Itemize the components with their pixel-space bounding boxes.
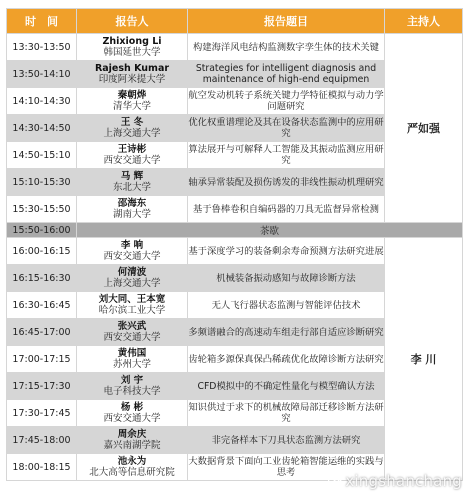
topic-cell: 轴承异常装配及损伤诱发的非线性振动机理研究	[188, 169, 385, 196]
speaker-cell	[77, 196, 188, 223]
topic-cell: 非完备样本下刀具状态监测方法研究	[188, 427, 385, 454]
time-cell: 17:00-17:15	[7, 346, 77, 373]
host-cell: 严如强	[385, 34, 463, 223]
speaker-affiliation: 东北大学	[112, 182, 151, 193]
schedule-table	[6, 8, 463, 481]
speaker-name: 何清波	[117, 267, 147, 278]
break-row	[7, 223, 463, 238]
speaker-name: 刘 宇	[120, 375, 144, 386]
speaker-cell	[77, 88, 188, 115]
speaker-affiliation: 哈尔滨工业大学	[98, 305, 166, 316]
speaker-affiliation: 西安交通大学	[103, 251, 161, 262]
speaker-cell	[77, 319, 188, 346]
time-cell: 17:30-17:45	[7, 400, 77, 427]
time-cell: 14:50-15:10	[7, 142, 77, 169]
speaker-name: 王诗彬	[117, 144, 147, 155]
speaker-cell	[77, 169, 188, 196]
speaker-affiliation: 上海交通大学	[103, 128, 161, 139]
speaker-affiliation: 西安交通大学	[103, 332, 161, 343]
topic-cell: 机械装备振动感知与故障诊断方法	[188, 265, 385, 292]
speaker-affiliation: 印度阿米提大学	[98, 74, 166, 85]
table-row	[7, 238, 463, 265]
speaker-name: 黄伟国	[117, 348, 147, 359]
watermark-text: xingshanchang	[345, 472, 462, 490]
topic-cell: 知识供过于求下的机械故障局部迁移诊断方法研究	[188, 400, 385, 427]
speaker-name: 马 辉	[120, 171, 144, 182]
speaker-affiliation: 清华大学	[112, 101, 151, 112]
speaker-affiliation: 上海交通大学	[103, 278, 161, 289]
speaker-affiliation: 苏州大学	[112, 359, 151, 370]
speaker-cell	[77, 61, 188, 88]
speaker-name: Rajesh Kumar	[94, 63, 170, 74]
speaker-name: 王 冬	[120, 117, 144, 128]
break-label: 茶歇	[77, 223, 463, 238]
speaker-cell	[77, 238, 188, 265]
speaker-cell	[77, 454, 188, 481]
speaker-name: 张兴武	[117, 321, 147, 332]
speaker-affiliation: 西安交通大学	[103, 155, 161, 166]
speaker-affiliation: 北大高等信息研究院	[89, 467, 175, 478]
time-cell: 17:45-18:00	[7, 427, 77, 454]
time-cell: 18:00-18:15	[7, 454, 77, 481]
time-cell: 15:10-15:30	[7, 169, 77, 196]
speaker-cell	[77, 400, 188, 427]
speaker-affiliation: 湖南大学	[112, 209, 151, 220]
time-cell: 17:15-17:30	[7, 373, 77, 400]
topic-cell: 优化权重谱理论及其在设备状态监测中的应用研究	[188, 115, 385, 142]
time-cell: 14:10-14:30	[7, 88, 77, 115]
speaker-name: 池永为	[117, 456, 147, 467]
speaker-cell	[77, 34, 188, 61]
topic-cell: 基于鲁棒卷积自编码器的刀具无监督异常检测	[188, 196, 385, 223]
time-cell: 16:15-16:30	[7, 265, 77, 292]
topic-cell: 算法展开与可解释人工智能及其振动监测应用研究	[188, 142, 385, 169]
speaker-name: 刘大同、王本宽	[98, 294, 166, 305]
speaker-affiliation: 韩国延世大学	[103, 47, 161, 58]
time-cell: 16:45-17:00	[7, 319, 77, 346]
speaker-name: 杨 彬	[120, 402, 144, 413]
speaker-cell	[77, 115, 188, 142]
topic-cell: CFD模拟中的不确定性量化与模型确认方法	[188, 373, 385, 400]
speaker-name: 周余庆	[117, 429, 147, 440]
time-cell: 15:30-15:50	[7, 196, 77, 223]
time-cell: 14:30-14:50	[7, 115, 77, 142]
time-cell: 13:50-14:10	[7, 61, 77, 88]
speaker-affiliation: 西安交通大学	[103, 413, 161, 424]
time-cell: 15:50-16:00	[7, 223, 77, 238]
header-row	[7, 9, 463, 34]
speaker-cell	[77, 346, 188, 373]
speaker-cell	[77, 265, 188, 292]
speaker-name: 秦朝烨	[117, 90, 147, 101]
speaker-name: 李 响	[120, 240, 144, 251]
speaker-affiliation: 电子科技大学	[103, 386, 161, 397]
time-cell: 13:30-13:50	[7, 34, 77, 61]
topic-cell: 基于深度学习的装备剩余寿命预测方法研究进展	[188, 238, 385, 265]
host-cell: 李 川	[385, 238, 463, 481]
speaker-cell	[77, 142, 188, 169]
topic-cell: 齿轮箱多源保真保凸稀疏优化故障诊断方法研究	[188, 346, 385, 373]
wechat-icon	[328, 475, 342, 487]
watermark	[328, 472, 462, 490]
time-cell: 16:30-16:45	[7, 292, 77, 319]
time-cell: 16:00-16:15	[7, 238, 77, 265]
topic-cell: 航空发动机转子系统关键力学特征模拟与动力学问题研究	[188, 88, 385, 115]
table-row	[7, 34, 463, 61]
speaker-name: Zhixiong Li	[102, 36, 162, 47]
topic-cell: 无人飞行器状态监测与智能评估技术	[188, 292, 385, 319]
header-speaker: 报告人	[77, 9, 188, 34]
header-topic: 报告题目	[188, 9, 385, 34]
speaker-name: 邵海东	[117, 198, 147, 209]
topic-cell: 构建海洋风电结构监测数字孪生体的技术关键	[188, 34, 385, 61]
header-time: 时 间	[7, 9, 77, 34]
speaker-cell	[77, 292, 188, 319]
topic-cell: 多频谱融合的高速动车组走行部自适应诊断研究	[188, 319, 385, 346]
header-host: 主持人	[385, 9, 463, 34]
topic-cell: Strategies for intelligent diagnosis and maintenance of high-end equipmen	[188, 61, 385, 88]
speaker-cell	[77, 427, 188, 454]
speaker-affiliation: 嘉兴南湖学院	[103, 440, 161, 451]
topic-cell: 大数据背景下面向工业齿轮箱智能运维的实践与思考	[188, 454, 385, 481]
speaker-cell	[77, 373, 188, 400]
